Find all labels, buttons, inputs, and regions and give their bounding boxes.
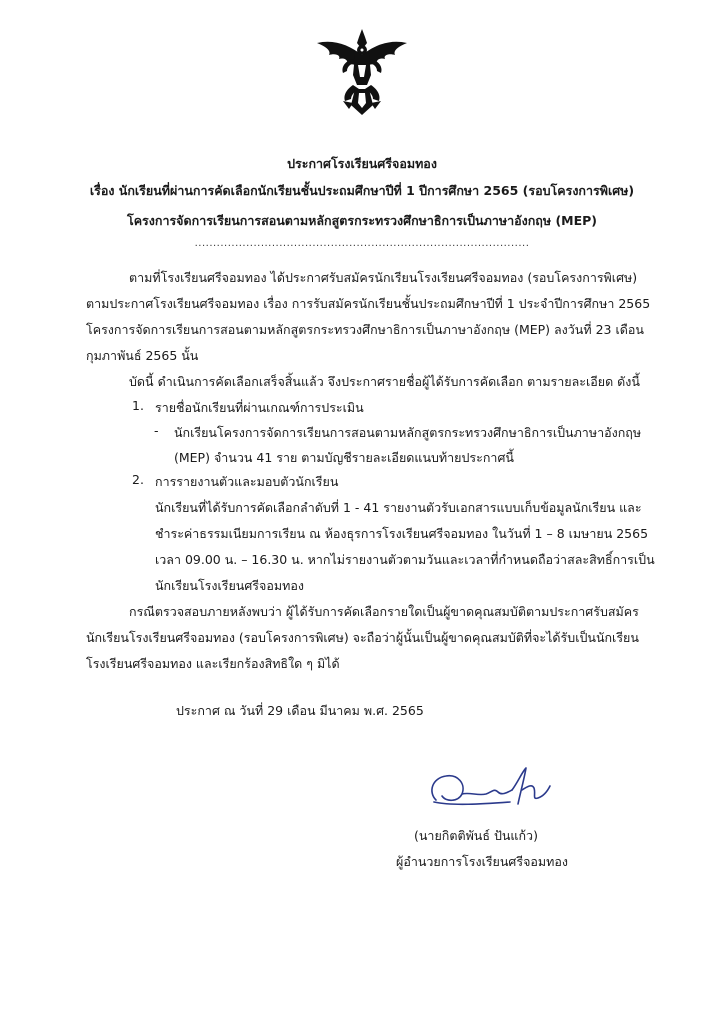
item-1-title: รายชื่อนักเรียนที่ผ่านเกณฑ์การประเมิน	[155, 400, 364, 415]
item-2-title: การรายงานตัวและมอบตัวนักเรียน	[155, 474, 339, 489]
paragraph-3-line-2: นักเรียนโรงเรียนศรีจอมทอง (รอบโครงการพิเศษ) จะถือว่าผู้นั้นเป็นผู้ขาดคุณสมบัติที่จะได้รับเป็นนักเรียน	[86, 630, 639, 645]
paragraph-2: บัดนี้ ดำเนินการคัดเลือกเสร็จสิ้นแล้ว จึงประกาศรายชื่อผู้ได้รับการคัดเลือก ตามรายละเอียด ดังนี้	[129, 374, 640, 389]
signature-icon	[422, 762, 562, 822]
paragraph-1-line-1: ตามที่โรงเรียนศรีจอมทอง ได้ประกาศรับสมัครนักเรียนโรงเรียนศรีจอมทอง (รอบโครงการพิเศษ)	[129, 270, 638, 285]
item-1-dash: -	[154, 423, 159, 438]
separator-dots: ...........................................................................................	[194, 238, 530, 249]
garuda-emblem-icon	[309, 25, 415, 121]
item-2-number: 2.	[132, 472, 144, 487]
item-2-line-1: นักเรียนที่ได้รับการคัดเลือกลำดับที่ 1 - 41 รายงานตัวรับเอกสารแบบเก็บข้อมูลนักเรียน และ	[155, 500, 642, 515]
item-1-line-1: นักเรียนโครงการจัดการเรียนการสอนตามหลักสูตรกระทรวงศึกษาธิการเป็นภาษาอังกฤษ	[174, 425, 642, 440]
signatory-name: (นายกิตติพันธ์ ปันแก้ว)	[414, 828, 538, 843]
item-2-line-2: ชำระค่าธรรมเนียมการเรียน ณ ห้องธุรการโรงเรียนศรีจอมทอง ในวันที่ 1 – 8 เมษายน 2565	[155, 526, 649, 541]
item-1-number: 1.	[132, 398, 144, 413]
announcement-date: ประกาศ ณ วันที่ 29 เดือน มีนาคม พ.ศ. 2565	[176, 703, 424, 718]
paragraph-1-line-2: ตามประกาศโรงเรียนศรีจอมทอง เรื่อง การรับสมัครนักเรียนชั้นประถมศึกษาปีที่ 1 ประจำปีการศึกษา 2565	[86, 296, 651, 311]
paragraph-1-line-4: กุมภาพันธ์ 2565 นั้น	[86, 348, 199, 363]
paragraph-3-line-3: โรงเรียนศรีจอมทอง และเรียกร้องสิทธิใด ๆ มิได้	[86, 656, 340, 671]
signatory-position: ผู้อำนวยการโรงเรียนศรีจอมทอง	[396, 854, 568, 869]
paragraph-3-line-1: กรณีตรวจสอบภายหลังพบว่า ผู้ได้รับการคัดเลือกรายใดเป็นผู้ขาดคุณสมบัติตามประกาศรับสมัคร	[129, 604, 639, 619]
announcement-subject: เรื่อง นักเรียนที่ผ่านการคัดเลือกนักเรียนชั้นประถมศึกษาปีที่ 1 ปีการศึกษา 2565 (รอบโครงการพิเศษ)	[89, 183, 635, 198]
paragraph-1-line-3: โครงการจัดการเรียนการสอนตามหลักสูตรกระทรวงศึกษาธิการเป็นภาษาอังกฤษ (MEP) ลงวันที่ 23 เดือน	[86, 322, 644, 337]
announcement-title: ประกาศโรงเรียนศรีจอมทอง	[287, 156, 437, 171]
item-2-line-3: เวลา 09.00 น. – 16.30 น. หากไม่รายงานตัวตามวันและเวลาที่กำหนดถือว่าสละสิทธิ์การเป็น	[155, 552, 655, 567]
item-1-line-2: (MEP) จำนวน 41 ราย ตามบัญชีรายละเอียดแนบท้ายประกาศนี้	[174, 450, 514, 465]
item-2-line-4: นักเรียนโรงเรียนศรีจอมทอง	[155, 578, 304, 593]
program-title: โครงการจัดการเรียนการสอนตามหลักสูตรกระทรวงศึกษาธิการเป็นภาษาอังกฤษ (MEP)	[126, 213, 598, 228]
